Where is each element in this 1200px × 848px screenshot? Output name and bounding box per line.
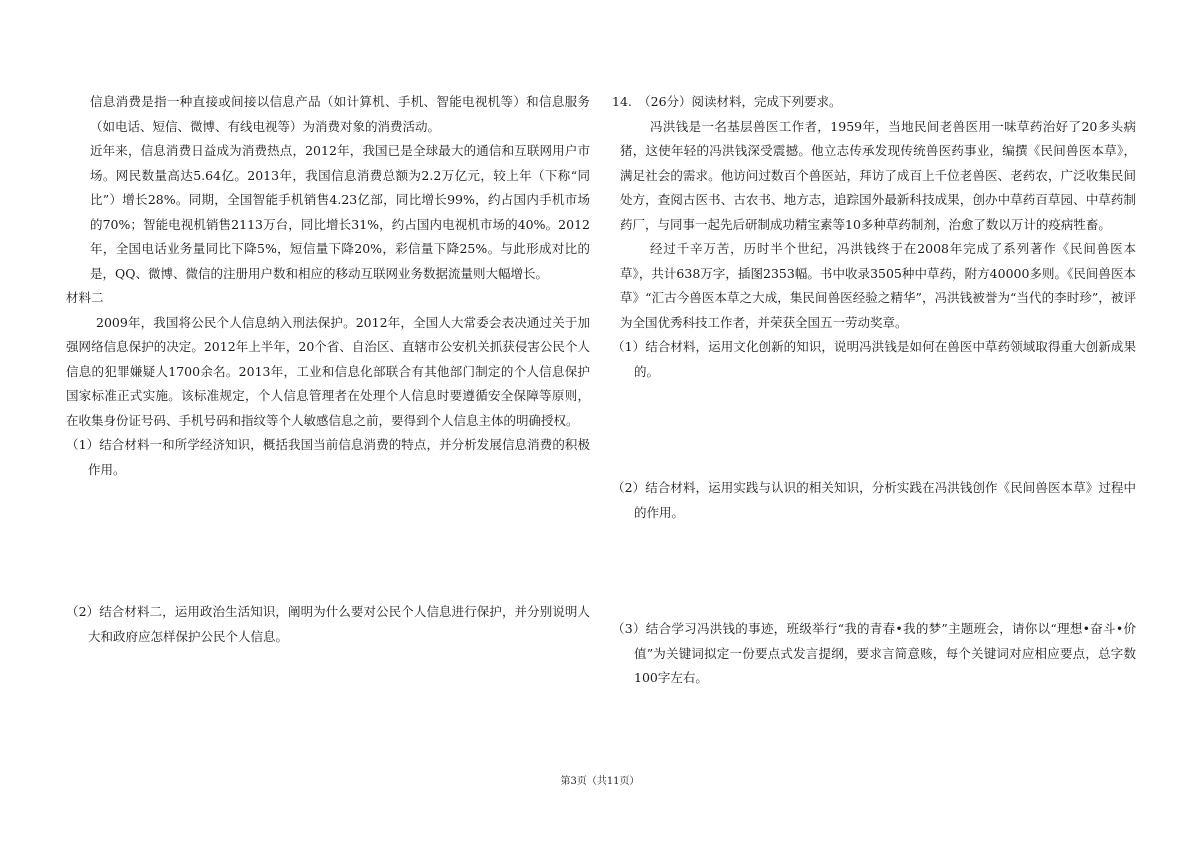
question-14-part-2: （2）结合材料，运用实践与认识的相关知识，分析实践在冯洪钱创作《民间兽医本草》过程中的作用。	[612, 480, 1136, 520]
answer-space-2	[612, 384, 1136, 476]
right-column	[612, 90, 1136, 691]
material1-paragraph-stats: 近年来，信息消费日益成为消费热点，2012年，我国已是全球最大的通信和互联网用户市场。网民数量高达5.64亿。2013年，我国信息消费总额为2.2万亿元，较上年（下称“同比”）增长28%。同期，全国智能手机销售4.23亿部，同比增长99%，约占国内手机市场的70%；智能电视机销售2113万台，同比增长31%，约占国内电视机市场的40%。2012年，全国电话业务量同比下降5%，短信量下降20%，彩信量下降25%。与此形成对比的是，QQ、微博、微信的注册用户数和相应的移动互联网业务数据流量则大幅增长。	[90, 143, 590, 281]
question-14-part-3: （3）结合学习冯洪钱的事迹，班级举行“我的青春•我的梦”主题班会，请你以“理想•奋斗•价值”为关键词拟定一份要点式发言提纲，要求言简意赅，每个关键词对应相应要点，总字数100字左右。	[612, 621, 1136, 685]
question-14-heading: 14. （26分）阅读材料，完成下列要求。	[612, 94, 842, 109]
material2-label: 材料二	[66, 290, 104, 305]
material2-paragraph: 2009年，我国将公民个人信息纳入刑法保护。2012年，全国人大常委会表决通过关于加强网络信息保护的决定。2012年上半年，20个省、自治区、直辖市公安机关抓获侵害公民个人信息的犯罪嫌疑人1700余名。2013年，工业和信息化部联合有其他部门制定的个人信息保护国家标准正式实施。该标准规定，个人信息管理者在处理个人信息时要遵循安全保障等原则，在收集身份证号码、手机号码和指纹等个人敏感信息之前，要得到个人信息主体的明确授权。	[66, 314, 590, 428]
page-number-footer: 第3页（共11页）	[560, 776, 640, 787]
answer-space-3	[612, 525, 1136, 617]
answer-space-1	[66, 482, 590, 600]
question-14-part-1: （1）结合材料，运用文化创新的知识，说明冯洪钱是如何在兽医中草药领域取得重大创新成果的。	[612, 339, 1136, 379]
question-2-left: （2）结合材料二，运用政治生活知识，阐明为什么要对公民个人信息进行保护，并分别说明人大和政府应怎样保护公民个人信息。	[66, 604, 590, 644]
material1-paragraph-definition: 信息消费是指一种直接或间接以信息产品（如计算机、手机、智能电视机等）和信息服务（如电话、短信、微博、有线电视等）为消费对象的消费活动。	[90, 94, 590, 134]
right-material-paragraph-1: 冯洪钱是一名基层兽医工作者，1959年，当地民间老兽医用一味草药治好了20多头病猪，这使年轻的冯洪钱深受震撼。他立志传承发现传统兽医药事业，编撰《民间兽医本草》，满足社会的需求。他访问过数百个兽医站，拜访了成百上千位老兽医、老药农，广泛收集民间处方，查阅古医书、古农书、地方志，追踪国外最新科技成果，创办中草药百草园、中草药制药厂，与同事一起先后研制成功精宝素等10多种草药制剂，治愈了数以万计的疫病牲畜。	[620, 118, 1136, 232]
question-1-left: （1）结合材料一和所学经济知识，概括我国当前信息消费的特点，并分析发展信息消费的积极作用。	[66, 437, 590, 477]
left-column	[66, 90, 590, 649]
right-material-paragraph-2: 经过千辛万苦，历时半个世纪，冯洪钱终于在2008年完成了系列著作《民间兽医本草》，共计638万字，插图2353幅。书中收录3505种中草药，附方40000多则。《民间兽医本草》“汇古今兽医本草之大成，集民间兽医经验之精华”，冯洪钱被誉为“当代的李时珍”，被评为全国优秀科技工作者，并荣获全国五一劳动奖章。	[620, 241, 1136, 330]
